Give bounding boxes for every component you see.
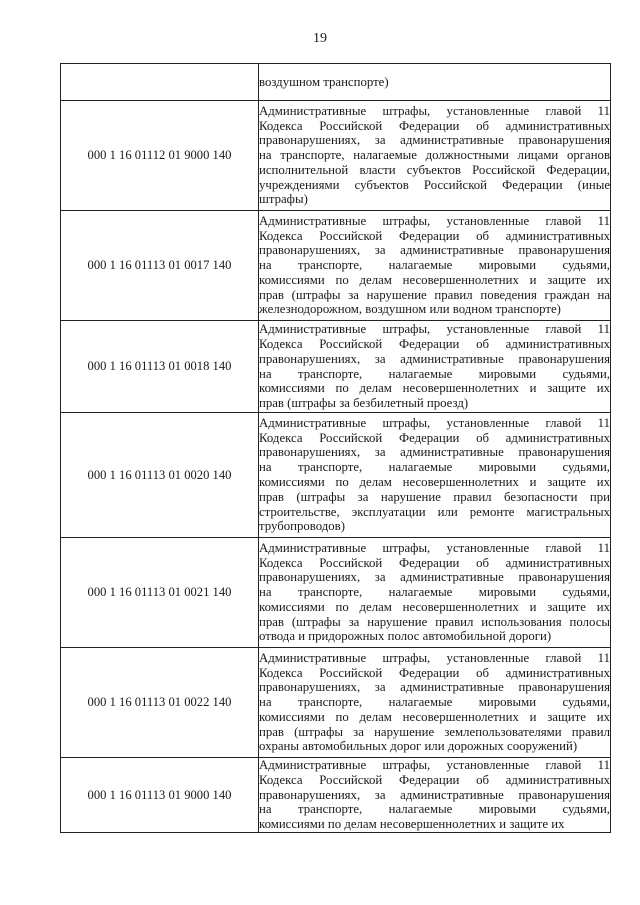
description-line: на транспорте, налагаемые мировыми судьями,	[259, 258, 610, 273]
revenue-description	[259, 321, 611, 413]
description-line: Кодекса Российской Федерации об административных	[259, 555, 610, 570]
classification-code: 000 1 16 01112 01 9000 140	[61, 101, 259, 211]
description-line: учреждениями субъектов Российской Федерации (иные	[259, 177, 610, 192]
table-row	[61, 64, 611, 101]
classification-code: 000 1 16 01113 01 0021 140	[61, 538, 259, 648]
description-line: правонарушениях, за административные правонарушения	[259, 243, 610, 258]
revenue-description	[259, 758, 611, 833]
revenue-description	[259, 648, 611, 758]
classification-code: 000 1 16 01113 01 0018 140	[61, 321, 259, 413]
description-line: на транспорте, налагаемые мировыми судьями,	[259, 460, 610, 475]
description-line: Административные штрафы, установленные главой 11	[259, 540, 610, 555]
description-line: Кодекса Российской Федерации об административных	[259, 228, 610, 243]
description-line: правонарушениях, за административные правонарушения	[259, 351, 610, 366]
description-line: Кодекса Российской Федерации об административных	[259, 430, 610, 445]
table-row	[61, 413, 611, 538]
description-line: правонарушениях, за административные правонарушения	[259, 787, 610, 802]
table-body	[61, 64, 611, 833]
description-line: на транспорте, налагаемые мировыми судьями,	[259, 366, 610, 381]
description-line: Кодекса Российской Федерации об административных	[259, 118, 610, 133]
description-line: Административные штрафы, установленные главой 11	[259, 650, 610, 665]
table-row	[61, 758, 611, 833]
table-row	[61, 101, 611, 211]
description-line: правонарушениях, за административные правонарушения	[259, 133, 610, 148]
classification-code: 000 1 16 01113 01 0022 140	[61, 648, 259, 758]
table-row	[61, 648, 611, 758]
description-line: воздушном транспорте)	[259, 74, 389, 89]
description-line: прав (штрафы за нарушение правил безопасности при	[259, 489, 610, 504]
description-line: на транспорте, налагаемые мировыми судьями,	[259, 695, 610, 710]
revenue-description	[259, 64, 611, 101]
description-line: прав (штрафы за безбилетный проезд)	[259, 396, 469, 411]
description-line: комиссиями по делам несовершеннолетних и защите их	[259, 272, 610, 287]
description-line: Административные штрафы, установленные главой 11	[259, 322, 610, 337]
description-line: комиссиями по делам несовершеннолетних и защите их	[259, 475, 610, 489]
description-line: Административные штрафы, установленные главой 11	[259, 758, 610, 772]
classification-code	[61, 64, 259, 101]
description-line: правонарушениях, за административные правонарушения	[259, 445, 610, 460]
description-line: на транспорте, налагаемые должностными лицами органов	[259, 148, 610, 163]
description-line: отвода и придорожных полос автомобильной дороги)	[259, 629, 552, 644]
revenue-description	[259, 211, 611, 321]
description-line: комиссиями по делам несовершеннолетних и защите их	[259, 709, 610, 724]
classification-code: 000 1 16 01113 01 9000 140	[61, 758, 259, 833]
description-line: прав (штрафы за нарушение правил использования полосы	[259, 614, 610, 629]
classification-code: 000 1 16 01113 01 0017 140	[61, 211, 259, 321]
revenue-description	[259, 538, 611, 648]
description-line: строительстве, эксплуатации или ремонте магистральных	[259, 504, 610, 519]
description-line: Административные штрафы, установленные главой 11	[259, 213, 610, 228]
description-line: Административные штрафы, установленные главой 11	[259, 415, 610, 430]
table-row	[61, 321, 611, 413]
table-row	[61, 211, 611, 321]
budget-classification-table	[60, 63, 611, 833]
description-line: правонарушениях, за административные правонарушения	[259, 680, 610, 695]
classification-code: 000 1 16 01113 01 0020 140	[61, 413, 259, 538]
description-line: прав (штрафы за нарушение землепользователями правил	[259, 724, 610, 739]
description-line: правонарушениях, за административные правонарушения	[259, 570, 610, 585]
description-line: комиссиями по делам несовершеннолетних и защите их	[259, 599, 610, 614]
description-line: прав (штрафы за нарушение правил поведения граждан на	[259, 287, 610, 302]
description-line: исполнительной власти субъектов Российской Федерации,	[259, 162, 610, 177]
description-line: штрафы)	[259, 192, 308, 207]
description-line: комиссиями по делам несовершеннолетних и защите их	[259, 817, 565, 832]
description-line: трубопроводов)	[259, 519, 345, 534]
description-line: на транспорте, налагаемые мировыми судьями,	[259, 802, 610, 817]
description-line: на транспорте, налагаемые мировыми судьями,	[259, 585, 610, 600]
description-line: Административные штрафы, установленные главой 11	[259, 103, 610, 118]
description-line: железнодорожном, воздушном или водном транспорте)	[259, 302, 561, 317]
description-line: Кодекса Российской Федерации об административных	[259, 665, 610, 680]
revenue-description	[259, 101, 611, 211]
description-line: комиссиями по делам несовершеннолетних и защите их	[259, 381, 610, 396]
page-number: 19	[313, 31, 327, 46]
description-line: Кодекса Российской Федерации об административных	[259, 772, 610, 787]
description-line: Кодекса Российской Федерации об административных	[259, 336, 610, 351]
description-line: охраны автомобильных дорог или дорожных сооружений)	[259, 739, 578, 754]
revenue-description	[259, 413, 611, 538]
table-row	[61, 538, 611, 648]
